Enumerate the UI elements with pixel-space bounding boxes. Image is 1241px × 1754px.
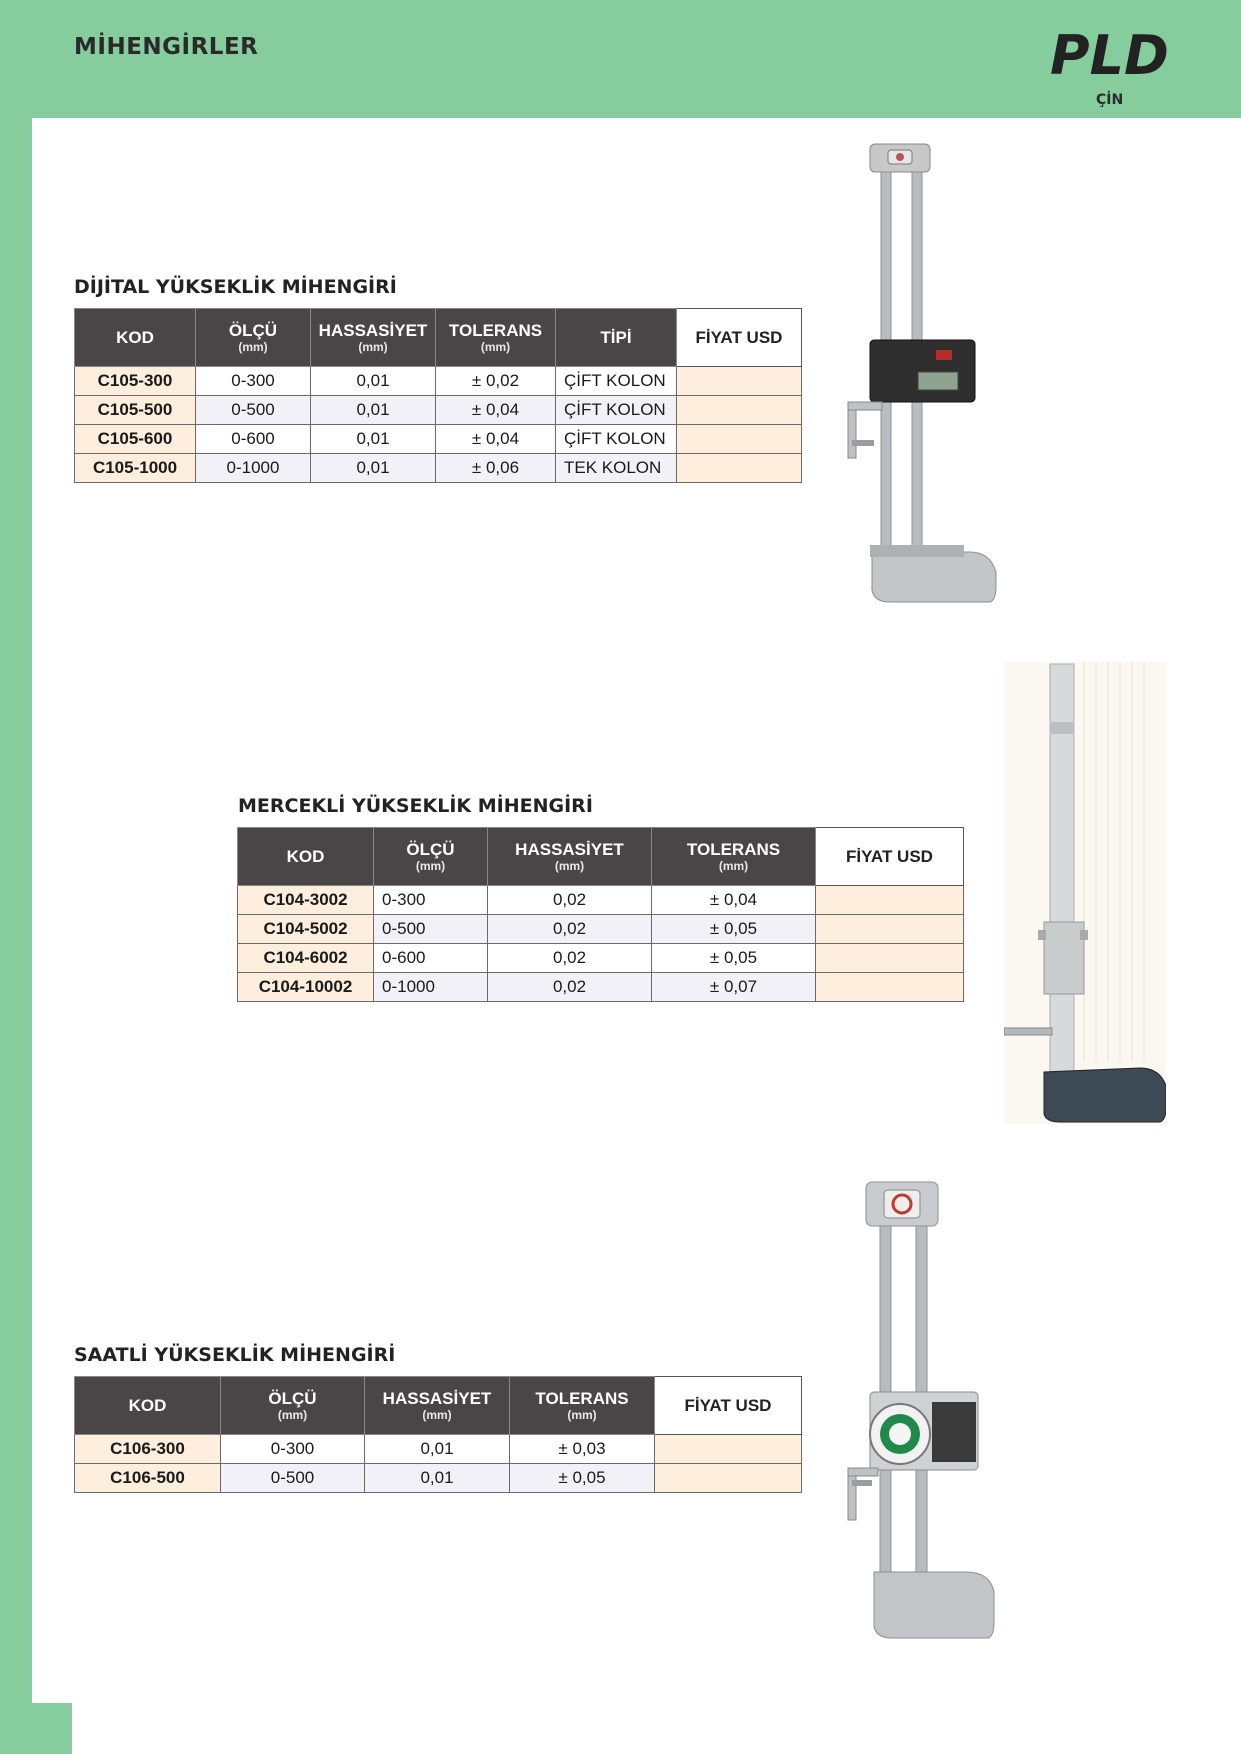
col-header-tolerans [436,309,556,367]
col-header-olcu [196,309,311,367]
cell-hassasiyet: 0,01 [365,1435,510,1464]
col-header-hassasiyet-label: HASSASİYET [382,1389,492,1408]
cell-hassasiyet: 0,01 [311,396,436,425]
cell-kod: C104-10002 [238,973,374,1002]
cell-hassasiyet: 0,01 [311,425,436,454]
col-header-hassasiyet-unit: (mm) [358,340,388,354]
cell-hassasiyet: 0,02 [488,915,652,944]
col-header-olcu [221,1377,365,1435]
table-row [75,425,802,454]
col-header-hassasiyet-unit: (mm) [422,1408,452,1422]
table-header-row [238,828,964,886]
col-header-hassasiyet-label: HASSASİYET [318,321,428,340]
table-row [75,1464,802,1493]
vernier-height-gauge-image [1004,662,1166,1124]
table-row [238,973,964,1002]
cell-tipi: ÇİFT KOLON [556,396,677,425]
cell-fiyat [655,1464,802,1493]
cell-hassasiyet: 0,02 [488,973,652,1002]
col-header-tolerans-unit: (mm) [480,340,511,354]
cell-kod: C104-6002 [238,944,374,973]
cell-fiyat [677,425,802,454]
col-header-hassasiyet [488,828,652,886]
col-header-kod: KOD [238,828,374,886]
cell-fiyat [816,944,964,973]
page-title: MİHENGİRLER [74,34,259,60]
cell-fiyat [816,915,964,944]
cell-olcu: 0-600 [374,944,488,973]
col-header-hassasiyet [365,1377,510,1435]
cell-kod: C106-300 [75,1435,221,1464]
vernier-gauge-table [237,827,964,1002]
cell-olcu: 0-500 [221,1464,365,1493]
cell-fiyat [816,886,964,915]
cell-fiyat [677,396,802,425]
digital-height-gauge-image [840,140,1002,606]
cell-hassasiyet: 0,01 [365,1464,510,1493]
cell-fiyat [816,973,964,1002]
col-header-tolerans-unit: (mm) [567,1408,597,1422]
cell-tipi: ÇİFT KOLON [556,367,677,396]
table-row [238,944,964,973]
col-header-hassasiyet-unit: (mm) [554,859,585,873]
cell-kod: C105-600 [75,425,196,454]
section-title-vernier: MERCEKLİ YÜKSEKLİK MİHENGİRİ [238,795,593,817]
cell-tipi: TEK KOLON [556,454,677,483]
col-header-hassasiyet [311,309,436,367]
digital-gauge-table [74,308,802,483]
col-header-tipi: TİPİ [556,309,677,367]
col-header-tolerans-label: TOLERANS [686,840,781,859]
cell-hassasiyet: 0,02 [488,886,652,915]
col-header-olcu-unit: (mm) [277,1408,308,1422]
col-header-fiyat: FİYAT USD [655,1377,802,1435]
col-header-tolerans-label: TOLERANS [448,321,543,340]
cell-olcu: 0-300 [196,367,311,396]
table-row [238,915,964,944]
table-header-row [75,1377,802,1435]
footer-accent-block [0,1703,72,1754]
cell-tolerans: ± 0,03 [510,1435,655,1464]
cell-tolerans: ± 0,05 [510,1464,655,1493]
col-header-olcu-label: ÖLÇÜ [268,1389,317,1408]
brand-logo [1048,24,1170,82]
cell-fiyat [677,367,802,396]
cell-tolerans: ± 0,05 [652,944,816,973]
cell-hassasiyet: 0,01 [311,454,436,483]
brand-logo-text: PLD [1050,24,1169,82]
section-title-digital: DİJİTAL YÜKSEKLİK MİHENGİRİ [74,276,397,298]
left-accent-bar [0,0,32,1754]
cell-olcu: 0-600 [196,425,311,454]
table-row [75,454,802,483]
col-header-olcu-label: ÖLÇÜ [406,840,455,859]
cell-tolerans: ± 0,07 [652,973,816,1002]
cell-tolerans: ± 0,04 [436,425,556,454]
cell-olcu: 0-500 [196,396,311,425]
cell-tolerans: ± 0,04 [652,886,816,915]
cell-kod: C105-1000 [75,454,196,483]
cell-hassasiyet: 0,01 [311,367,436,396]
brand-country: ÇİN [1096,92,1124,108]
cell-tolerans: ± 0,04 [436,396,556,425]
cell-kod: C105-500 [75,396,196,425]
col-header-olcu-label: ÖLÇÜ [228,321,278,340]
cell-kod: C104-5002 [238,915,374,944]
col-header-kod: KOD [75,309,196,367]
cell-tolerans: ± 0,06 [436,454,556,483]
table-row [75,396,802,425]
dial-gauge-table [74,1376,802,1493]
col-header-olcu-unit: (mm) [238,340,268,354]
table-row [75,367,802,396]
cell-tipi: ÇİFT KOLON [556,425,677,454]
cell-olcu: 0-1000 [196,454,311,483]
cell-olcu: 0-300 [221,1435,365,1464]
cell-olcu: 0-1000 [374,973,488,1002]
col-header-olcu-unit: (mm) [415,859,446,873]
table-row [75,1435,802,1464]
table-row [238,886,964,915]
col-header-tolerans [652,828,816,886]
cell-fiyat [655,1435,802,1464]
col-header-hassasiyet-label: HASSASİYET [515,840,624,859]
cell-hassasiyet: 0,02 [488,944,652,973]
col-header-olcu [374,828,488,886]
dial-height-gauge-image [840,1178,1002,1644]
cell-kod: C105-300 [75,367,196,396]
cell-olcu: 0-500 [374,915,488,944]
col-header-tolerans [510,1377,655,1435]
cell-olcu: 0-300 [374,886,488,915]
cell-tolerans: ± 0,02 [436,367,556,396]
section-title-dial: SAATLİ YÜKSEKLİK MİHENGİRİ [74,1344,396,1366]
col-header-kod: KOD [75,1377,221,1435]
col-header-tolerans-unit: (mm) [718,859,749,873]
cell-kod: C106-500 [75,1464,221,1493]
col-header-fiyat: FİYAT USD [816,828,964,886]
col-header-fiyat: FİYAT USD [677,309,802,367]
cell-tolerans: ± 0,05 [652,915,816,944]
cell-fiyat [677,454,802,483]
col-header-tolerans-label: TOLERANS [535,1389,629,1408]
table-header-row [75,309,802,367]
cell-kod: C104-3002 [238,886,374,915]
